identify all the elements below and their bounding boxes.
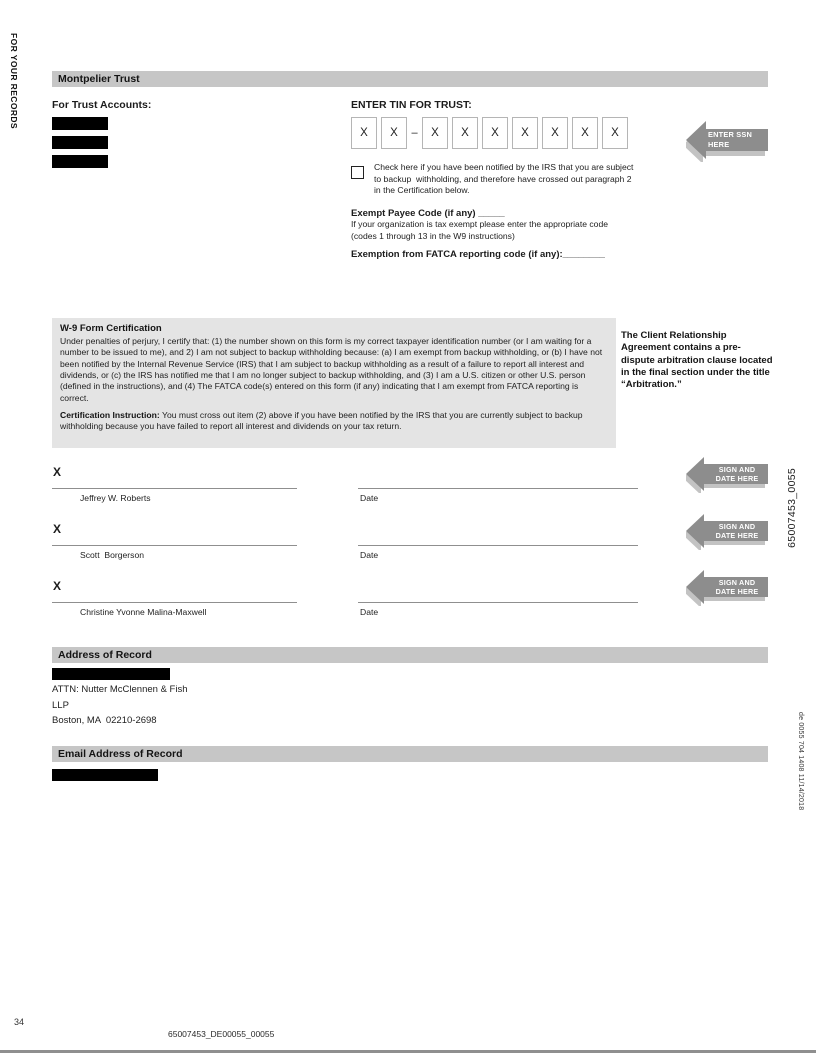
signature-line[interactable] <box>52 488 297 489</box>
w9-certification-box <box>52 318 616 448</box>
tin-digit-box[interactable]: X <box>452 117 478 149</box>
signature-x-mark: X <box>53 579 62 593</box>
sign-and-date-arrow-badge-2 <box>686 512 768 550</box>
page-number: 34 <box>14 1017 25 1027</box>
sign-and-date-arrow-text <box>708 568 766 606</box>
sign-and-date-line1: SIGN AND <box>718 464 756 474</box>
footer-document-code: 65007453_DE00055_00055 <box>168 1029 275 1039</box>
redacted-account-3 <box>52 155 108 168</box>
sign-and-date-line1: SIGN AND <box>718 521 756 531</box>
exempt-payee-line2: If your organization is tax exempt please enter the appropriate code <box>351 219 609 229</box>
vertical-footer-code: de 0055 704 1408 11/14/2018 <box>797 712 804 811</box>
exempt-payee-code-label[interactable]: Exempt Payee Code (if any) _____ <box>351 208 505 219</box>
signer-name: Scott Borgerson <box>80 550 145 560</box>
w9-certification-body: Under penalties of perjury, I certify that: (1) the number shown on this form is my correct taxpayer identification number (or I am waiting for a number to be issued to me), and 2) I am not subject to backup withholding because: (a) I am exempt from backup withholding, or (b) I have not been notified by the Internal Revenue Service (IRS) that I am subject to backup withholding as a result of a failure to report all interest and dividends, or (c) the IRS has notified me that I am no longer subject to backup withholding, and (3) I am a U.S. citizen or other U.S. person (defined in the instructions), and (4) The FATCA code(s) entered on this form (if any) indicating that I am exempt from FATCA reporting is correct. <box>60 336 603 403</box>
backup-withholding-row <box>351 162 636 197</box>
backup-withholding-text: Check here if you have been notified by the IRS that you are subject to backup withholding, and therefore have crossed out paragraph 2 in the Certification below. <box>374 162 636 196</box>
signature-row-1 <box>52 465 638 515</box>
for-trust-accounts-label: For Trust Accounts: <box>52 99 152 111</box>
sign-and-date-arrow-text <box>708 512 766 550</box>
redacted-account-2 <box>52 136 108 149</box>
backup-withholding-checkbox[interactable] <box>351 166 364 179</box>
for-your-records-label: FOR YOUR RECORDS <box>9 33 19 129</box>
enter-ssn-arrow-badge <box>686 118 768 162</box>
tin-digit-box[interactable]: X <box>542 117 568 149</box>
fatca-exemption-label[interactable]: Exemption from FATCA reporting code (if any):________ <box>351 249 605 261</box>
vertical-document-code: 65007453_0055 <box>786 468 798 548</box>
tin-digit-box[interactable]: X <box>482 117 508 149</box>
section-header-trust-name: Montpelier Trust <box>52 71 768 87</box>
signature-line[interactable] <box>52 602 297 603</box>
tin-input-row <box>351 117 628 149</box>
bottom-edge-bar <box>0 1050 816 1053</box>
date-line[interactable] <box>358 488 638 489</box>
arbitration-notice: The Client Relationship Agreement contains a pre-dispute arbitration clause located in the final section under the title “Arbitration.” <box>621 330 773 391</box>
sign-and-date-line2: DATE HERE <box>715 587 759 596</box>
address-city-line: Boston, MA 02210-2698 <box>52 715 157 726</box>
tin-digit-box[interactable]: X <box>512 117 538 149</box>
address-of-record-header: Address of Record <box>52 647 768 663</box>
signer-name: Jeffrey W. Roberts <box>80 493 151 503</box>
signature-x-mark: X <box>53 522 62 536</box>
date-label: Date <box>360 493 379 503</box>
redacted-email <box>52 769 158 781</box>
exempt-code-block <box>351 208 681 260</box>
certification-instruction-label: Certification Instruction: <box>60 410 160 421</box>
signature-row-2 <box>52 522 638 572</box>
w9-certification-instruction <box>60 410 608 433</box>
signature-row-3 <box>52 579 638 629</box>
signer-name: Christine Yvonne Malina-Maxwell <box>80 607 207 617</box>
signature-x-mark: X <box>53 465 62 479</box>
sign-and-date-arrow-badge-3 <box>686 568 768 606</box>
address-line2: LLP <box>52 699 69 711</box>
tin-digit-box[interactable]: X <box>381 117 407 149</box>
tin-digit-box[interactable]: X <box>602 117 628 149</box>
enter-tin-label: ENTER TIN FOR TRUST: <box>351 99 472 111</box>
tin-digit-box[interactable]: X <box>351 117 377 149</box>
date-label: Date <box>360 550 379 560</box>
signature-line[interactable] <box>52 545 297 546</box>
date-line[interactable] <box>358 602 638 603</box>
sign-and-date-arrow-badge-1 <box>686 455 768 493</box>
w9-certification-title: W-9 Form Certification <box>60 323 162 334</box>
date-line[interactable] <box>358 545 638 546</box>
address-block <box>52 682 188 729</box>
sign-and-date-arrow-text <box>708 455 766 493</box>
tin-digit-box[interactable]: X <box>572 117 598 149</box>
sign-and-date-line1: SIGN AND <box>718 577 756 587</box>
sign-and-date-line2: DATE HERE <box>715 474 759 483</box>
certification-instruction-text: You must cross out item (2) above if you have been notified by the IRS that you are currently subject to backup withholding because you have failed to report all interest and dividends on your tax return. <box>60 410 583 432</box>
date-label: Date <box>360 607 379 617</box>
email-address-of-record-header: Email Address of Record <box>52 746 768 762</box>
exempt-payee-line3: (codes 1 through 13 in the W9 instructions) <box>351 230 515 241</box>
redacted-account-1 <box>52 117 108 130</box>
tin-digit-box[interactable]: X <box>422 117 448 149</box>
tin-dash-separator: – <box>411 127 418 139</box>
sign-and-date-line2: DATE HERE <box>715 531 759 540</box>
address-attn-line: ATTN: Nutter McClennen & Fish <box>52 684 188 695</box>
redacted-address-name <box>52 668 170 680</box>
enter-ssn-arrow-text: ENTER SSN HERE <box>708 130 753 149</box>
